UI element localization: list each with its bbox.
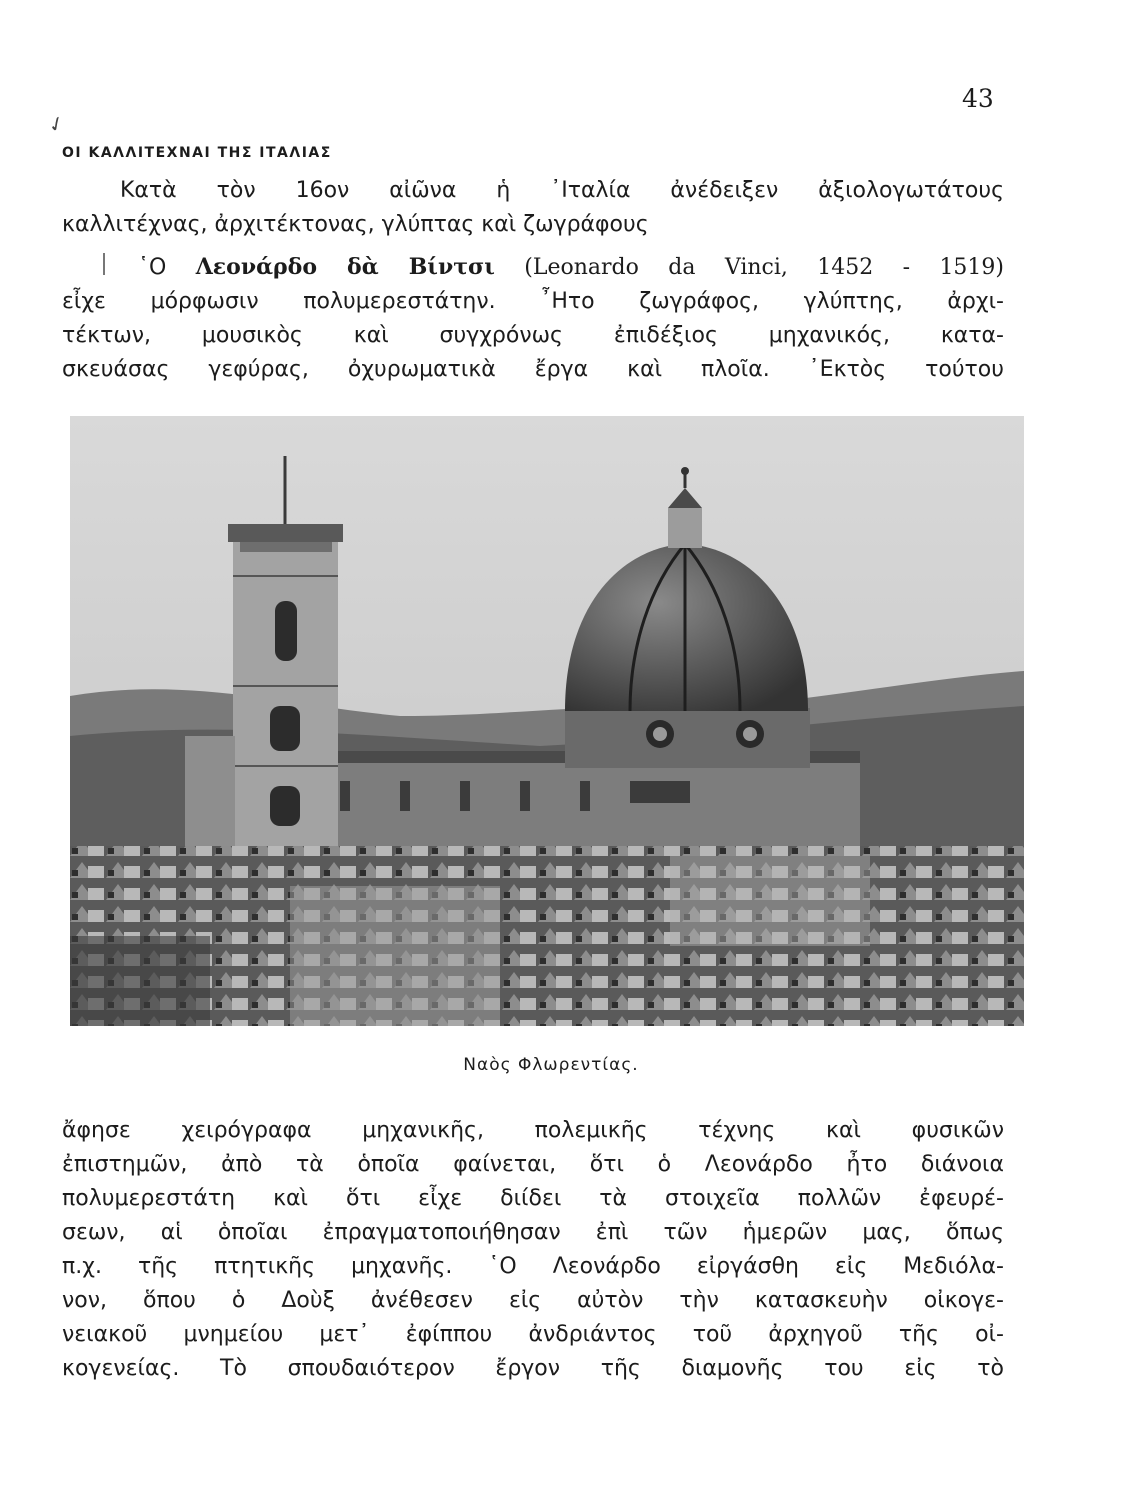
text-line: ἐπιστημῶν, ἀπὸ τὰ ὁποῖα φαίνεται, ὅτι ὁ Λεονάρδο ἦτο διάνοια bbox=[62, 1152, 1004, 1177]
paragraph-continued bbox=[62, 1114, 1004, 1386]
paragraph-intro bbox=[62, 174, 1004, 242]
figure-caption: Ναὸς Φλωρεντίας. bbox=[463, 1055, 639, 1075]
text-line: τέκτων, μουσικὸς καὶ συγχρόνως ἐπιδέξιος μηχανικός, κατα- bbox=[62, 323, 1004, 348]
text-line: εἶχε μόρφωσιν πολυμερεστάτην. ῏Ητο ζωγράφος, γλύπτης, ἀρχι- bbox=[62, 289, 1004, 314]
text-line: πολυμερεστάτη καὶ ὅτι εἶχε διίδει τὰ στοιχεῖα πολλῶν ἐφευρέ- bbox=[62, 1186, 1004, 1211]
florence-cathedral-photo bbox=[70, 416, 1024, 1026]
article-word: ῾Ο bbox=[138, 255, 167, 280]
text-line: π.χ. τῆς πτητικῆς μηχανῆς. ῾Ο Λεονάρδο εἰργάσθη εἰς Μεδιόλα- bbox=[62, 1254, 1004, 1279]
text-line: καλλιτέχνας, ἀρχιτέκτονας, γλύπτας καὶ ζωγράφους bbox=[62, 212, 649, 237]
text-line: νειακοῦ μνημείου μετ᾿ ἐφίππου ἀνδριάντος τοῦ ἀρχηγοῦ τῆς οἰ- bbox=[62, 1322, 1004, 1347]
paragraph-leonardo bbox=[62, 250, 1004, 387]
leonardo-name: Λεονάρδο δὰ Βίντσι bbox=[195, 254, 495, 280]
text-line: ἄφησε χειρόγραφα μηχανικῆς, πολεμικῆς τέχνης καὶ φυσικῶν bbox=[62, 1118, 1004, 1143]
latin-name: (Leonardo da Vinci, 1452 - 1519) bbox=[524, 255, 1004, 280]
text-line: κογενείας. Τὸ σπουδαιότερον ἔργον τῆς διαμονῆς του εἰς τὸ bbox=[62, 1356, 1004, 1381]
running-head: ΟΙ ΚΑΛΛΙΤΕΧΝΑΙ ΤΗΣ ΙΤΑΛΙΑΣ bbox=[62, 145, 332, 161]
text-line: Κατὰ τὸν 16ον αἰῶνα ἡ ᾿Ιταλία ἀνέδειξεν ἀξιολογωτάτους bbox=[120, 178, 1004, 203]
check-mark-icon: ✓ bbox=[43, 109, 70, 139]
text-line bbox=[62, 250, 1004, 285]
page-number: 43 bbox=[962, 84, 994, 113]
text-line: σκευάσας γεφύρας, ὀχυρωματικὰ ἔργα καὶ πλοῖα. ᾿Εκτὸς τούτου bbox=[62, 357, 1004, 382]
text-line: νον, ὅπου ὁ Δοὺξ ἀνέθεσεν εἰς αὐτὸν τὴν κατασκευὴν οἰκογε- bbox=[62, 1288, 1004, 1313]
text-line: σεων, αἱ ὁποῖαι ἐπραγματοποιήθησαν ἐπὶ τῶν ἡμερῶν μας, ὅπως bbox=[62, 1220, 1004, 1245]
